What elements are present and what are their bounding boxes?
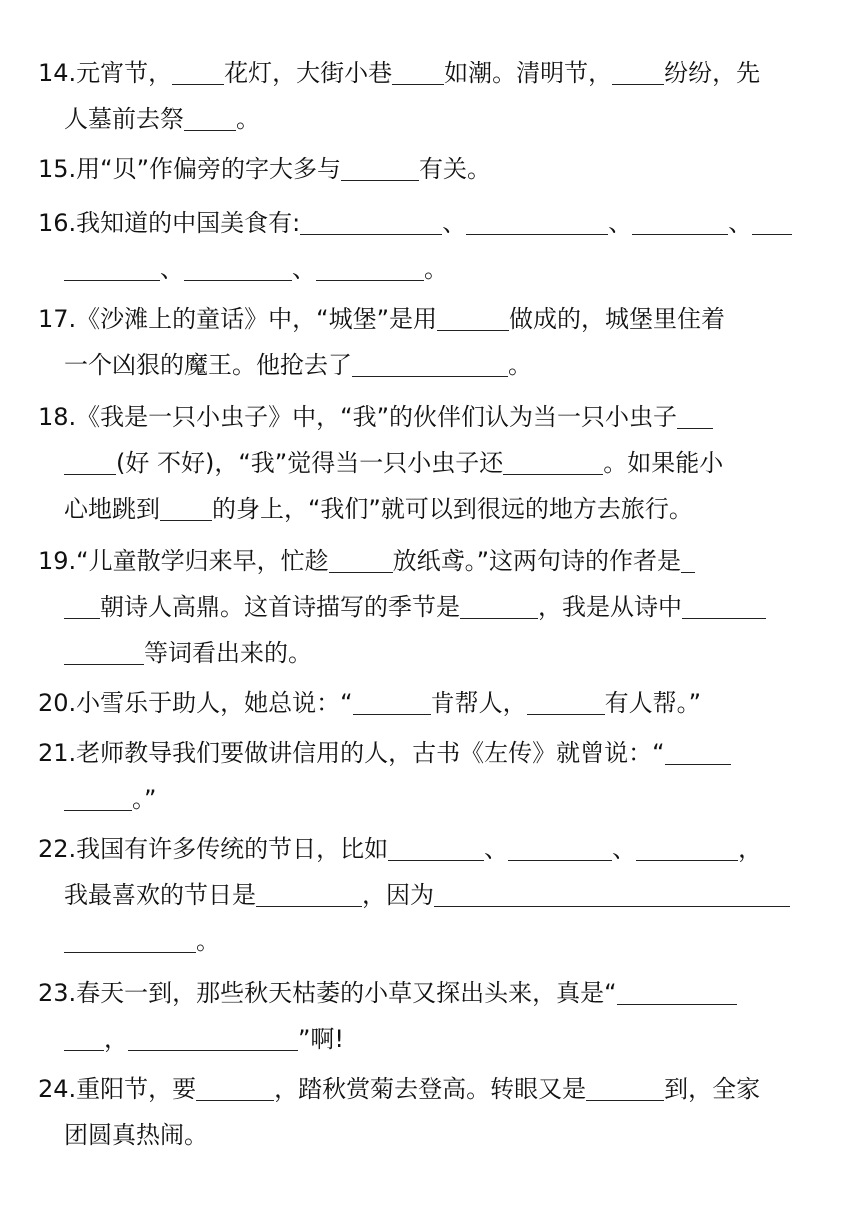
answer-blank[interactable] — [612, 54, 664, 85]
answer-blank[interactable] — [466, 204, 608, 235]
question-text: 做成的，城堡里住着 — [509, 305, 726, 333]
question-text: 。” — [132, 785, 157, 813]
question-line — [38, 1016, 818, 1062]
question-line — [38, 826, 818, 872]
question-text: 花灯，大街小巷 — [224, 59, 393, 87]
question-text: 14.元宵节， — [38, 59, 173, 87]
question-line — [38, 146, 818, 192]
question-text: 有关。 — [419, 155, 492, 183]
question-20 — [38, 680, 818, 726]
question-text: ，我是从诗中 — [538, 593, 682, 621]
answer-blank[interactable] — [632, 204, 728, 235]
question-text: 。 — [424, 255, 448, 283]
question-text: 、 — [160, 255, 184, 283]
answer-blank[interactable] — [184, 100, 236, 131]
question-line — [38, 200, 818, 246]
question-line — [38, 1112, 818, 1158]
answer-blank[interactable] — [392, 54, 444, 85]
question-text: (好 不好)，“我”觉得当一只小虫子还 — [116, 449, 504, 477]
question-text: ，因为 — [362, 881, 434, 909]
answer-blank[interactable] — [527, 684, 605, 715]
answer-blank[interactable] — [503, 444, 603, 475]
question-text: ，踏秋赏菊去登高。转眼又是 — [274, 1075, 587, 1103]
answer-blank[interactable] — [341, 150, 419, 181]
question-17 — [38, 296, 818, 388]
answer-blank[interactable] — [184, 250, 292, 281]
question-text: 、 — [728, 209, 753, 237]
answer-blank[interactable] — [64, 1020, 104, 1051]
question-line — [38, 440, 818, 486]
question-line — [38, 776, 818, 822]
question-text: 、 — [484, 835, 509, 863]
question-text: 的身上，“我们”就可以到很远的地方去旅行。 — [212, 495, 693, 523]
question-line — [38, 1066, 818, 1112]
answer-blank[interactable] — [160, 490, 212, 521]
question-text: 、 — [608, 209, 633, 237]
question-23 — [38, 970, 818, 1062]
answer-blank[interactable] — [64, 444, 116, 475]
question-line — [38, 486, 818, 532]
question-line — [38, 680, 818, 726]
answer-blank[interactable] — [352, 346, 508, 377]
question-21 — [38, 730, 818, 822]
question-line — [38, 538, 818, 584]
question-24 — [38, 1066, 818, 1158]
question-line — [38, 918, 818, 964]
answer-blank[interactable] — [508, 830, 612, 861]
answer-blank[interactable] — [434, 876, 790, 907]
answer-blank[interactable] — [300, 204, 442, 235]
question-line — [38, 50, 818, 96]
question-text: 有人帮。” — [604, 689, 702, 717]
question-text: ， — [104, 1025, 128, 1053]
answer-blank[interactable] — [617, 974, 737, 1005]
question-text: 朝诗人高鼎。这首诗描写的季节是 — [100, 593, 460, 621]
question-19 — [38, 538, 818, 676]
question-text: 20.小雪乐于助人，她总说：“ — [38, 689, 353, 717]
answer-blank[interactable] — [172, 54, 224, 85]
answer-blank[interactable] — [64, 780, 132, 811]
question-line — [38, 394, 818, 440]
answer-blank[interactable] — [64, 250, 160, 281]
answer-blank[interactable] — [752, 204, 792, 235]
answer-blank[interactable] — [665, 734, 731, 765]
question-line — [38, 730, 818, 776]
question-text: 纷纷，先 — [664, 59, 761, 87]
question-text: 、 — [442, 209, 467, 237]
question-line — [38, 584, 818, 630]
answer-blank[interactable] — [316, 250, 424, 281]
answer-blank[interactable] — [636, 830, 738, 861]
question-text: 等词看出来的。 — [144, 639, 312, 667]
question-text: 。 — [236, 105, 260, 133]
question-text: 。 — [508, 351, 532, 379]
question-text: 24.重阳节，要 — [38, 1075, 197, 1103]
question-line — [38, 630, 818, 676]
question-14 — [38, 50, 818, 142]
question-text: 15.用“贝”作偏旁的字大多与 — [38, 155, 342, 183]
answer-blank[interactable] — [64, 588, 100, 619]
question-line — [38, 342, 818, 388]
question-text: 心地跳到 — [64, 495, 160, 523]
answer-blank[interactable] — [329, 542, 393, 573]
question-text: 、 — [292, 255, 316, 283]
question-text: 如潮。清明节， — [444, 59, 613, 87]
question-text: 放纸鸢。”这两句诗的作者是 — [392, 547, 682, 575]
answer-blank[interactable] — [64, 634, 144, 665]
answer-blank[interactable] — [388, 830, 484, 861]
question-15 — [38, 146, 818, 192]
question-text: ， — [738, 835, 763, 863]
question-text: ”啊! — [298, 1025, 345, 1053]
question-text: 23.春天一到，那些秋天枯萎的小草又探出头来，真是“ — [38, 979, 617, 1007]
question-text: 17.《沙滩上的童话》中，“城堡”是用 — [38, 305, 438, 333]
question-text: 人墓前去祭 — [64, 105, 184, 133]
answer-blank[interactable] — [437, 300, 509, 331]
answer-blank[interactable] — [460, 588, 538, 619]
question-text: 22.我国有许多传统的节日，比如 — [38, 835, 389, 863]
question-18 — [38, 394, 818, 532]
question-line — [38, 246, 818, 292]
question-line — [38, 296, 818, 342]
question-text: 21.老师教导我们要做讲信用的人，古书《左传》就曾说：“ — [38, 739, 665, 767]
question-16 — [38, 200, 818, 292]
answer-blank[interactable] — [64, 922, 196, 953]
question-text: 。 — [196, 927, 220, 955]
answer-blank[interactable] — [677, 398, 713, 429]
question-text: 团圆真热闹。 — [64, 1121, 208, 1149]
question-text: 我最喜欢的节日是 — [64, 881, 256, 909]
answer-blank[interactable] — [196, 1070, 274, 1101]
question-22 — [38, 826, 818, 964]
question-line — [38, 970, 818, 1016]
answer-blank[interactable] — [586, 1070, 664, 1101]
question-line — [38, 872, 818, 918]
question-line — [38, 96, 818, 142]
question-text: 到，全家 — [664, 1075, 761, 1103]
question-text: 19.“儿童散学归来早，忙趁 — [38, 547, 329, 575]
answer-blank[interactable] — [128, 1020, 298, 1051]
answer-blank[interactable] — [353, 684, 431, 715]
question-text: 肯帮人， — [430, 689, 527, 717]
question-text: 18.《我是一只小虫子》中，“我”的伙伴们认为当一只小虫子 — [38, 403, 678, 431]
answer-blank[interactable] — [681, 542, 695, 573]
answer-blank[interactable] — [256, 876, 362, 907]
question-text: 。如果能小 — [603, 449, 724, 477]
question-text: 一个凶狠的魔王。他抢去了 — [64, 351, 352, 379]
question-text: 16.我知道的中国美食有: — [38, 209, 301, 237]
question-text: 、 — [612, 835, 637, 863]
answer-blank[interactable] — [682, 588, 766, 619]
